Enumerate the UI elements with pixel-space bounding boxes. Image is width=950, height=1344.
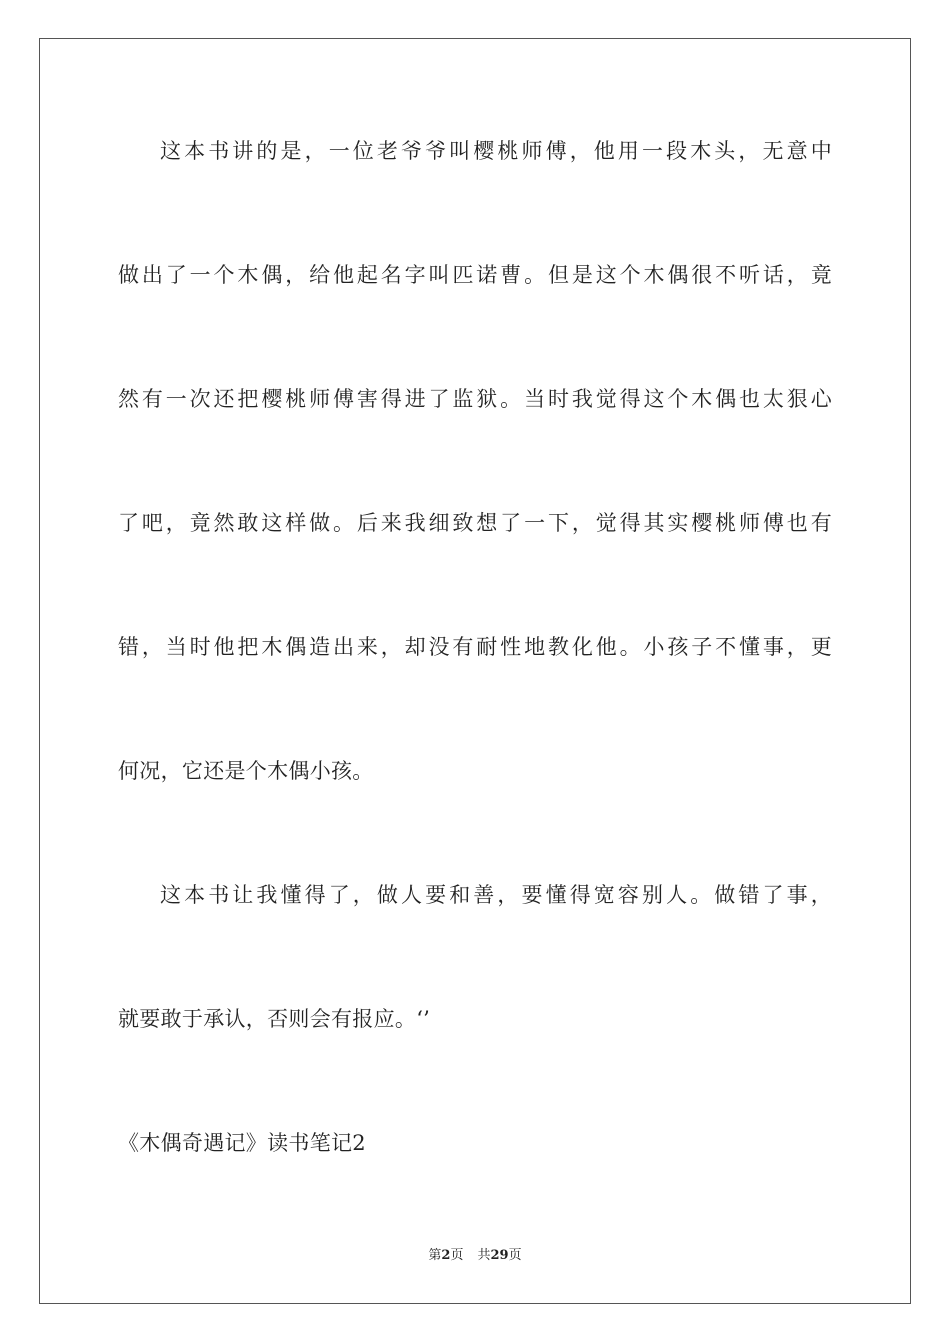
paragraph-1-line-2: 做出了一个木偶，给他起名字叫匹诺曹。但是这个木偶很不听话，竟 xyxy=(118,263,832,287)
page-footer xyxy=(0,1247,950,1265)
total-prefix: 共 xyxy=(477,1248,491,1263)
page-suffix: 页 xyxy=(450,1248,464,1263)
paragraph-1-line-4: 了吧，竟然敢这样做。后来我细致想了一下，觉得其实樱桃师傅也有 xyxy=(118,511,832,535)
paragraph-1-line-6: 何况，它还是个木偶小孩。 xyxy=(118,759,374,783)
paragraph-1-line-5: 错，当时他把木偶造出来，却没有耐性地教化他。小孩子不懂事，更 xyxy=(118,635,832,659)
paragraph-2-line-1: 这本书让我懂得了，做人要和善，要懂得宽容别人。做错了事， xyxy=(160,883,832,907)
paragraph-1-line-1: 这本书讲的是，一位老爷爷叫樱桃师傅，他用一段木头，无意中 xyxy=(160,139,832,163)
total-pages: 29 xyxy=(490,1248,509,1263)
page-border xyxy=(39,38,911,1304)
page-prefix: 第 xyxy=(428,1248,442,1263)
paragraph-1-line-3: 然有一次还把樱桃师傅害得进了监狱。当时我觉得这个木偶也太狠心 xyxy=(118,387,832,411)
page-number: 2 xyxy=(441,1248,451,1263)
total-suffix: 页 xyxy=(508,1248,522,1263)
paragraph-2-line-2: 就要敢于承认，否则会有报应。‘’ xyxy=(118,1007,431,1031)
section-heading: 《木偶奇遇记》读书笔记2 xyxy=(118,1131,366,1155)
